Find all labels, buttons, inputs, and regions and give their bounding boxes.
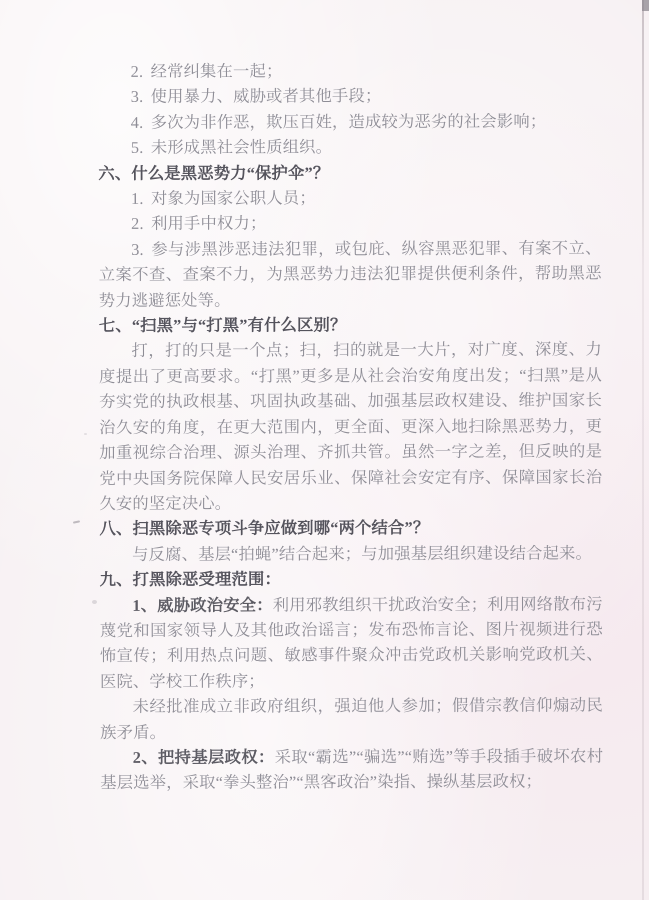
scan-speck — [73, 520, 80, 523]
section-heading: 九、打黑除恶受理范围： — [99, 569, 281, 590]
section-heading: 六、什么是黑恶势力“保护伞”？ — [98, 162, 330, 183]
list-item: 1. 对象为国家公职人员； — [131, 188, 316, 208]
list-item: 2. 经常纠集在一起； — [130, 61, 283, 81]
item-number: 2. — [131, 214, 144, 234]
item-number: 4. — [130, 112, 144, 132]
item-number: 2. — [130, 61, 144, 81]
item-number: 3. — [131, 239, 144, 259]
section-heading: 七、“扫黑”与“打黑”有什么区别？ — [98, 315, 347, 336]
item-number: 5. — [130, 138, 144, 158]
section-heading: 八、扫黑除恶专项斗争应做到哪“两个结合”？ — [99, 518, 430, 539]
item-lead: 2、把持基层政权： — [132, 747, 275, 767]
list-item: 2. 利用手中权力； — [131, 213, 267, 234]
list-item: 5. 未形成黑社会性质组织。 — [130, 137, 333, 158]
scan-speck — [84, 433, 87, 435]
paragraph: 1、威胁政治安全：利用邪教组织干扰政治安全；利用网络散布污蔑党和国家领导人及其他政治谣言；发布恐怖言论、图片视频进行恐怖宣传；利用热点问题、敏感事件聚众冲击党政机关影响党政机关、医院、学校工作秩序； — [99, 593, 603, 691]
item-number: 1. — [131, 188, 144, 208]
paragraph: 2、把持基层政权：采取“霸选”“骗选”“贿选”等手段插手破坏农村基层选举，采取“拳头整治”“黑客政治”染指、操纵基层政权； — [100, 746, 604, 793]
paragraph: 与反腐、基层“拍蝇”结合起来；与加强基层组织建设结合起来。 — [132, 543, 593, 564]
scan-speck — [92, 600, 97, 604]
item-lead: 1、威胁政治安全： — [132, 594, 273, 615]
paragraph: 未经批准成立非政府组织，强迫他人参加；假借宗教信仰煽动民族矛盾。 — [100, 695, 604, 742]
scan-corner-mark — [642, 0, 649, 11]
list-item: 3. 使用暴力、威胁或者其他手段； — [130, 86, 382, 107]
document-body — [98, 57, 603, 795]
list-item: 4. 多次为非作恶，欺压百姓，造成较为恶劣的社会影响； — [130, 111, 547, 132]
item-number: 3. — [130, 87, 144, 107]
paragraph: 打，打的只是一个点；扫，扫的就是一大片，对广度、深度、力度提出了更高要求。“打黑”更多是从社会治安角度出发；“扫黑”是从夯实党的执政根基、巩固执政基础、加强基层政权建设、维护国家长治久安的角度，在更大范围内，更全面、更深入地扫除黑恶势力，更加重视综合治理、源头治理、齐抓共管。虽然一字之差，但反映的是党中央国务院保障人民安居乐业、保障社会安定有序、保障国家长治久安的坚定决心。 — [98, 339, 603, 513]
list-item: 3. 参与涉黑涉恶违法犯罪，或包庇、纵容黑恶犯罪、有案不立、立案不查、查案不力，为黑恶势力违法犯罪提供便利条件，帮助黑恶势力逃避惩处等。 — [98, 238, 602, 310]
scan-edge-line — [642, 0, 644, 900]
